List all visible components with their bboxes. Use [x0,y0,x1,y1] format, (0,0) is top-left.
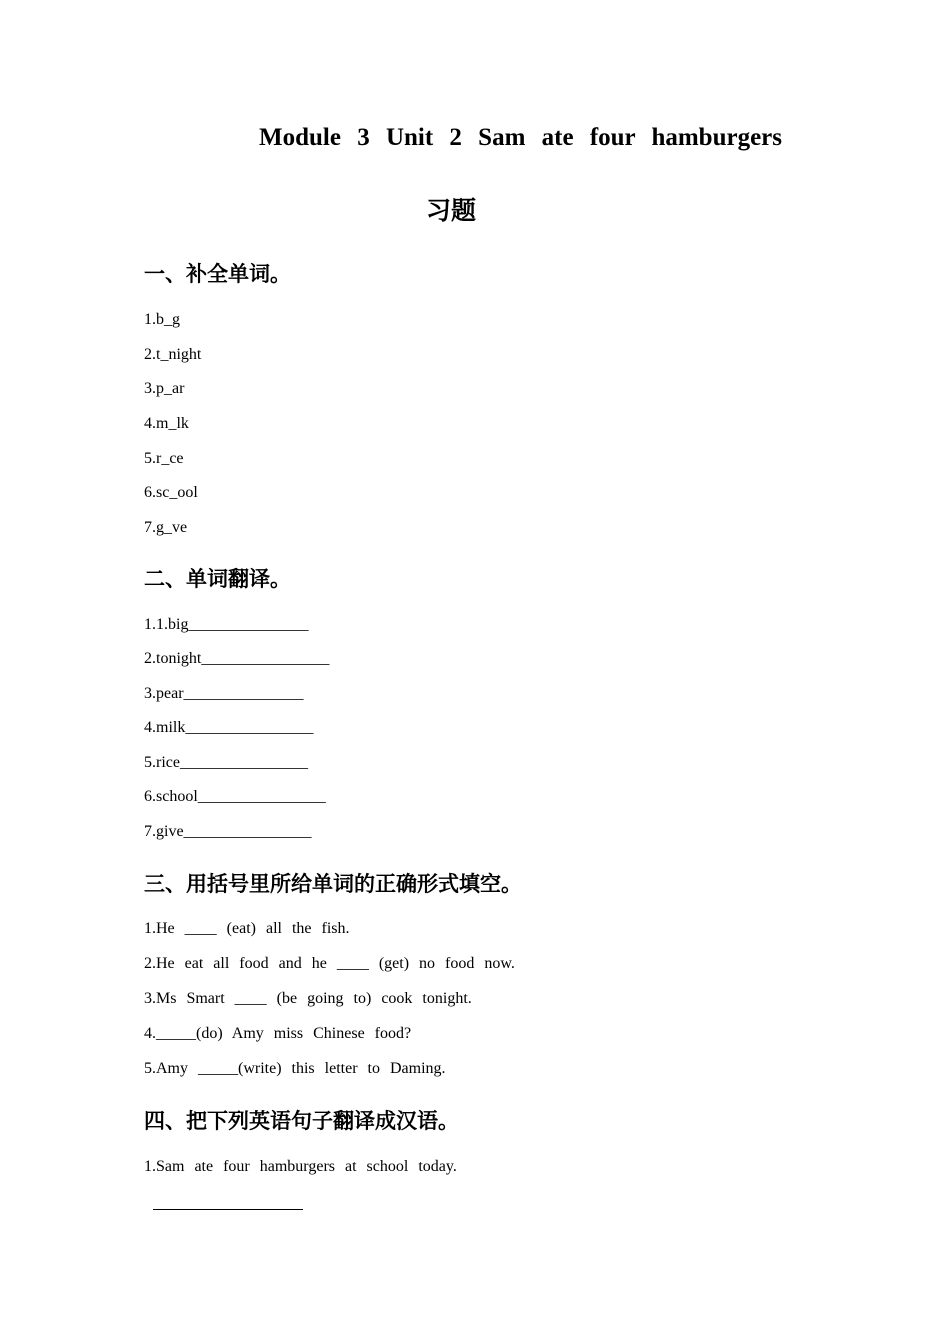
section-1-item: 1.b_g [144,311,180,328]
document-subtitle: 习题 [426,196,477,225]
section-2-item: 5.rice________________ [144,754,308,771]
section-4-item: 1.Sam ate four hamburgers at school today. [144,1158,457,1175]
section-1-item: 4.m_lk [144,415,189,432]
section-1-heading: 一、补全单词。 [144,262,291,286]
section-3-item: 1.He ____ (eat) all the fish. [144,920,350,937]
section-1-item: 2.t_night [144,346,202,363]
section-1-item: 7.g_ve [144,519,188,536]
section-2-item: 7.give________________ [144,823,312,840]
section-3-heading: 三、用括号里所给单词的正确形式填空。 [144,872,522,896]
section-2-item: 3.pear_______________ [144,685,304,702]
section-1-item: 5.r_ce [144,450,184,467]
section-4-heading: 四、把下列英语句子翻译成汉语。 [144,1109,459,1133]
section-2-item: 4.milk________________ [144,719,314,736]
section-2-item: 6.school________________ [144,788,326,805]
section-1-item: 6.sc_ool [144,484,198,501]
section-3-item: 5.Amy _____(write) this letter to Daming. [144,1060,446,1077]
section-2-item: 2.tonight________________ [144,650,330,667]
section-3-item: 4._____(do) Amy miss Chinese food? [144,1025,412,1042]
document-title: Module 3 Unit 2 Sam ate four hamburgers [259,124,783,151]
answer-blank-line [153,1209,303,1210]
section-1-item: 3.p_ar [144,380,185,397]
section-2-heading: 二、单词翻译。 [144,567,291,591]
section-3-item: 3.Ms Smart ____ (be going to) cook tonight. [144,990,472,1007]
section-2-item: 1.1.big_______________ [144,616,309,633]
section-3-item: 2.He eat all food and he ____ (get) no food now. [144,955,515,972]
